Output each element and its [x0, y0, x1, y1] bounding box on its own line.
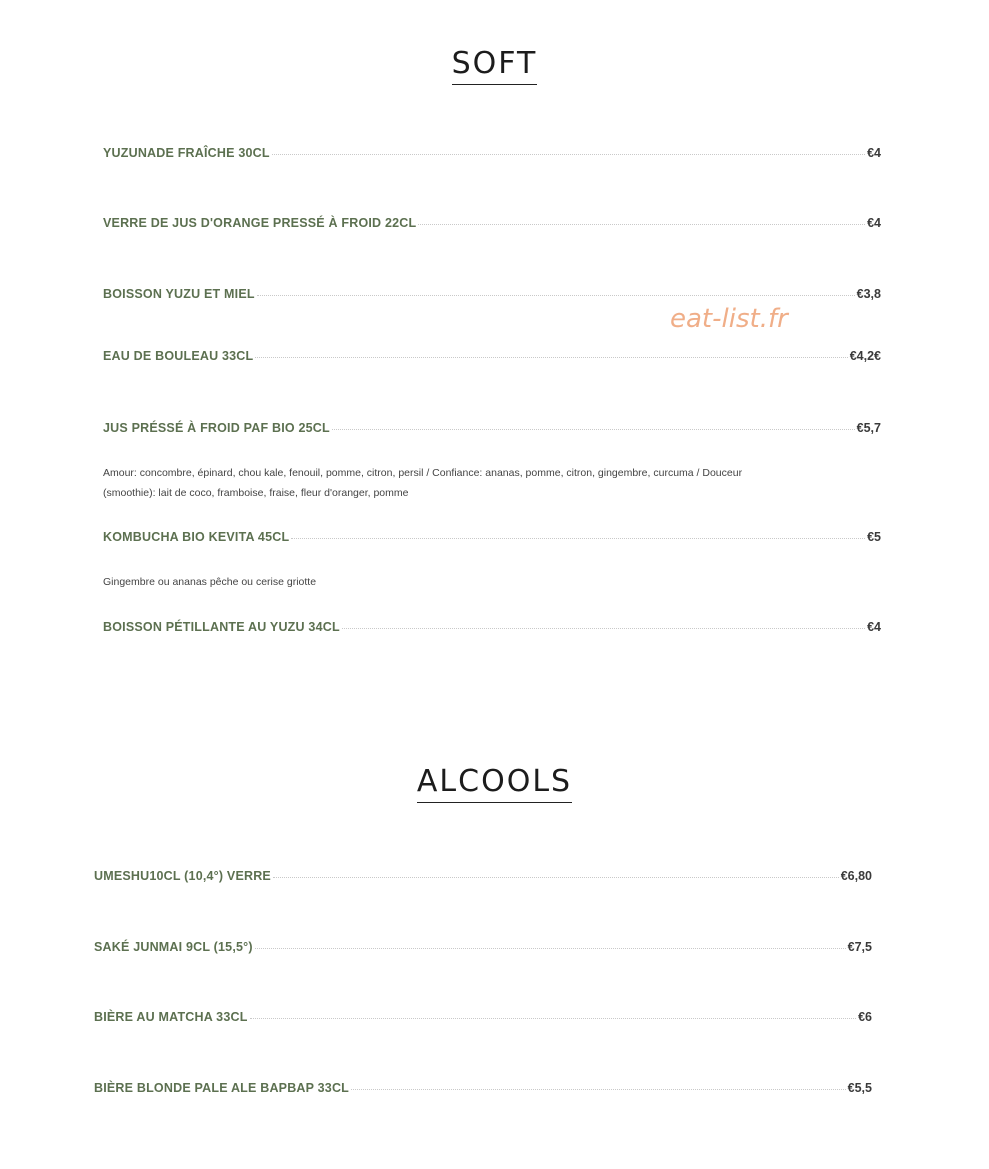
dotted-leader: [273, 877, 839, 878]
menu-item: [94, 1010, 872, 1028]
item-name: BOISSON PÉTILLANTE AU YUZU 34CL: [103, 620, 340, 634]
watermark: eat-list.fr: [670, 304, 788, 334]
item-price: €4,2€: [849, 349, 881, 363]
item-price: €6,80: [840, 869, 872, 883]
menu-item: [103, 530, 881, 548]
item-description: Gingembre ou ananas pêche ou cerise griotte: [103, 576, 317, 588]
menu-item: [103, 287, 881, 305]
menu-item: [103, 620, 881, 638]
dotted-leader: [255, 948, 846, 949]
menu-item: [103, 421, 881, 439]
dotted-leader: [272, 154, 865, 155]
section-title-soft: SOFT: [0, 46, 989, 85]
item-name: KOMBUCHA BIO KEVITA 45CL: [103, 530, 290, 544]
item-price: €4: [867, 146, 881, 160]
dotted-leader: [351, 1089, 846, 1090]
dotted-leader: [291, 538, 865, 539]
item-name: BIÈRE BLONDE PALE ALE BAPBAP 33CL: [94, 1081, 350, 1095]
menu-item: [94, 869, 872, 887]
dotted-leader: [332, 429, 855, 430]
item-name: SAKÉ JUNMAI 9CL (15,5°): [94, 940, 253, 954]
item-name: VERRE DE JUS D'ORANGE PRESSÉ À FROID 22CL: [103, 216, 417, 230]
dotted-leader: [342, 628, 865, 629]
item-price: €5: [867, 530, 881, 544]
item-name: JUS PRÉSSÉ À FROID PAF BIO 25CL: [103, 421, 330, 435]
item-price: €5,7: [856, 421, 881, 435]
section-title-alcools: ALCOOLS: [0, 764, 989, 803]
dotted-leader: [257, 295, 855, 296]
menu-item: [103, 216, 881, 234]
item-description: Amour: concombre, épinard, chou kale, fenouil, pomme, citron, persil / Confiance: ananas, pomme, citron, gingembre, curcuma / Douceur (smoothie): lait de coco, framboise, fraise, fleur d'oranger, pomme: [103, 467, 743, 499]
dotted-leader: [250, 1018, 857, 1019]
menu-item: [103, 146, 881, 164]
menu-item: [94, 940, 872, 958]
item-price: €6: [858, 1010, 872, 1024]
menu-item: [94, 1081, 872, 1099]
item-name: UMESHU10CL (10,4°) VERRE: [94, 869, 271, 883]
dotted-leader: [418, 224, 865, 225]
dotted-leader: [255, 357, 847, 358]
item-name: YUZUNADE FRAÎCHE 30CL: [103, 146, 270, 160]
item-price: €3,8: [856, 287, 881, 301]
item-price: €4: [867, 216, 881, 230]
menu-item: [103, 349, 881, 367]
item-name: BIÈRE AU MATCHA 33CL: [94, 1010, 248, 1024]
item-price: €4: [867, 620, 881, 634]
item-name: BOISSON YUZU ET MIEL: [103, 287, 255, 301]
item-price: €5,5: [847, 1081, 872, 1095]
item-price: €7,5: [847, 940, 872, 954]
item-name: EAU DE BOULEAU 33CL: [103, 349, 254, 363]
